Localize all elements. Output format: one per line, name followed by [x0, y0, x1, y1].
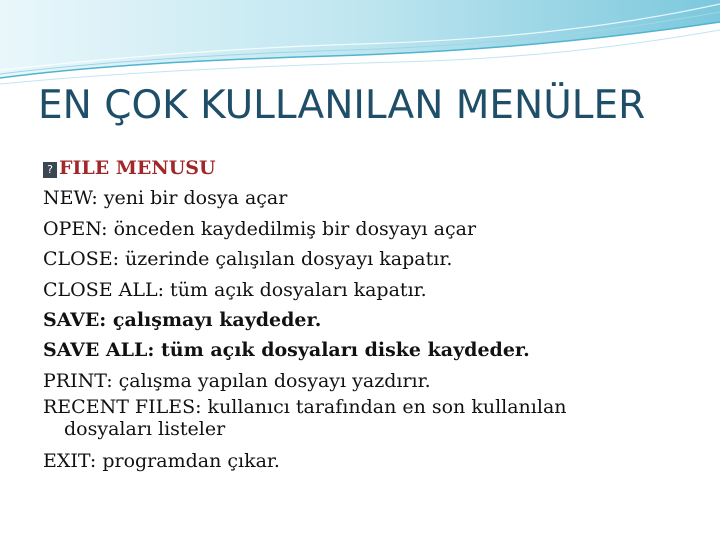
header-wave-decoration — [0, 0, 720, 90]
menu-line-save: SAVE: çalışmayı kaydeder. — [43, 309, 322, 332]
recent-files-first-line: RECENT FILES: kullanıcı tarafından en son kullanılan — [43, 396, 567, 419]
menu-line-close: CLOSE: üzerinde çalışılan dosyayı kapatır. — [43, 248, 453, 271]
bullet-square-icon: ? — [43, 162, 57, 178]
recent-files-second-line: dosyaları listeler — [64, 418, 226, 441]
menu-line-recent-files — [43, 396, 693, 440]
menu-line-close-all: CLOSE ALL: tüm açık dosyaları kapatır. — [43, 278, 427, 301]
menu-line-open: OPEN: önceden kaydedilmiş bir dosyayı açar — [43, 217, 477, 240]
menu-line-print: PRINT: çalışma yapılan dosyayı yazdırır. — [43, 369, 431, 392]
menu-line-exit: EXIT: programdan çıkar. — [43, 450, 280, 473]
heading-text: FILE MENUSU — [59, 157, 216, 179]
menu-line-new: NEW: yeni bir dosya açar — [43, 187, 288, 210]
menu-line-save-all: SAVE ALL: tüm açık dosyaları diske kaydeder. — [43, 339, 530, 362]
section-heading — [43, 153, 693, 183]
slide-body — [43, 153, 693, 477]
slide-title: EN ÇOK KULLANILAN MENÜLER — [38, 83, 646, 128]
